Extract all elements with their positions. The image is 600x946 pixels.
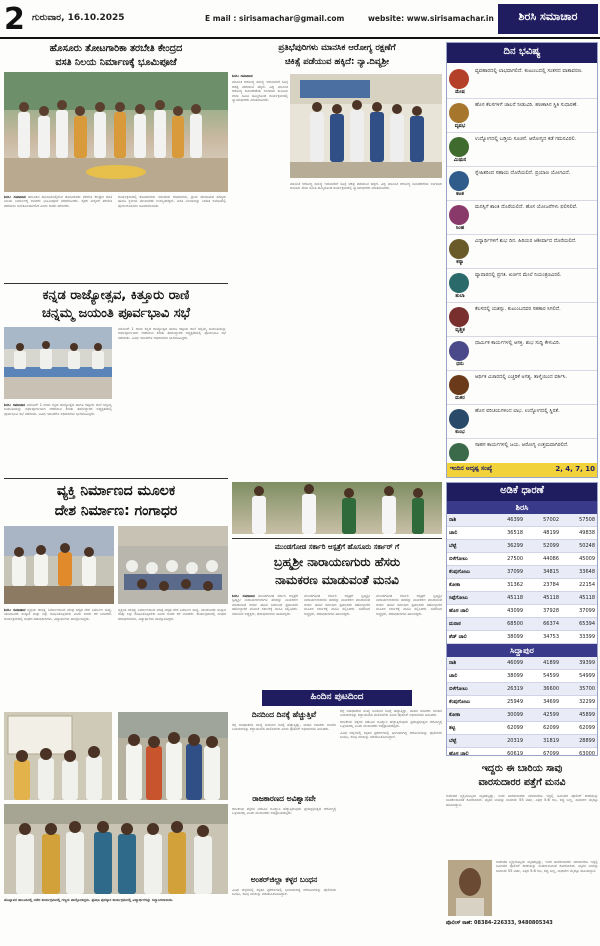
story4-body-col1: [4, 608, 112, 706]
story2-photo: [290, 74, 442, 178]
story2-photo-figures: [290, 74, 442, 178]
story3-body-repeat: ನವೆಂಬರ್ 1 ರಂದು ಕನ್ನಡ ರಾಜ್ಯೋತ್ಸವ ಹಾಗೂ ಕಿತ್ತೂರು ರಾಣಿ ಚನ್ನಮ್ಮ ಜಯಂತಿಯನ್ನು ಅರ್ಥಪೂರ್ಣವಾಗಿ ಆಚರಿಸುವ ಕುರಿತು ತಹಶೀಲ್ದಾರರ ಅಧ್ಯಕ್ಷತೆಯಲ್ಲಿ ಪೂರ್ವಭಾವಿ ಸಭೆ ನಡೆಯಿತು. ವಿವಿಧ ಇಲಾಖೆಗಳ ಅಧಿಕಾರಿಗಳು ಭಾಗವಹಿಸಿದ್ದರು.: [118, 327, 226, 340]
market-price: 26319: [507, 686, 523, 692]
bottom-photo-2-figures: [118, 712, 228, 800]
story1-body-col1: [4, 195, 112, 279]
story5-headline-3: ನಾಮಕರಣ ಮಾಡುವಂತೆ ಮನವಿ: [275, 573, 399, 587]
story4-top-rule: [4, 478, 228, 479]
market-price: 54999: [579, 673, 595, 679]
lucky-number-bar: [447, 463, 597, 477]
zodiac-sign-text: ಹೊಸ ಪರಿಚಯಗಳಿಂದ ಲಾಭ. ಉದ್ಯೋಗದಲ್ಲಿ ಸ್ಥಿರತೆ.: [475, 408, 560, 414]
market-title: ಅಡಿಕೆ ಧಾರಣೆ: [500, 485, 544, 496]
zodiac-sign-icon: [449, 137, 469, 157]
zodiac-sign-text: ವ್ಯವಹಾರದಲ್ಲಿ ಲಾಭವಾಗಲಿದೆ. ಕುಟುಂಬದಲ್ಲಿ ಸಂತಸದ ವಾತಾವರಣ.: [475, 68, 583, 74]
continued-title-1: ದಿನದಿಂದ ದಿನಕ್ಕೆ ಹೆಚ್ಚುತ್ತಿವೆ: [251, 710, 317, 719]
story1-body-b: ಕಾರ್ಯಕ್ರಮದಲ್ಲಿ ತೋಟಗಾರಿಕಾ ಇಲಾಖೆಯ ಅಧಿಕಾರಿಗಳು, ಗ್ರಾಮ ಪಂಚಾಯತ ಸದಸ್ಯರು ಹಾಗೂ ಸ್ಥಳೀಯ ಮುಖಂಡರು ಉಪಸ್ಥಿತರಿದ್ದರು. ವಸತಿ ನಿಲಯವನ್ನು ನಿಗದಿತ ಅವಧಿಯಲ್ಲಿ ಪೂರ್ಣಗೊಳಿಸಲು ಸೂಚಿಸಲಾಯಿತು.: [118, 195, 226, 208]
market-variety: ಚಾಲಿ: [449, 673, 458, 679]
market-variety: ಬಿಳೆಗೋಟು: [449, 556, 468, 562]
bottom-photo-caption: ಹೊನ್ನಾವರ ತಾಲೂಕಿನಲ್ಲಿ ನಡೆದ ಕಾರ್ಯಕ್ರಮದಲ್ಲಿ ಗಣ್ಯರು ಪಾಲ್ಗೊಂಡಿದ್ದರು. ಪ್ರತಿಭಾ ಪುರಸ್ಕಾರ ಕಾರ್ಯಕ್ರಮದಲ್ಲಿ ವಿದ್ಯಾರ್ಥಿಗಳನ್ನು ಸನ್ಮಾನಿಸಲಾಯಿತು.: [4, 898, 174, 902]
email: E mail : sirisamachar@gmail.com: [205, 14, 345, 23]
market-price: 42599: [543, 712, 559, 718]
market-variety: ಹೊಸ ಚಾಲಿ: [449, 751, 469, 755]
story3-body-col1: [4, 403, 112, 473]
story4-body: ವ್ಯಕ್ತಿಯ ಚಾರಿತ್ರ್ಯ ನಿರ್ಮಾಣದಿಂದ ಮಾತ್ರ ಸದೃಢ ದೇಶ ನಿರ್ಮಾಣ ಸಾಧ್ಯ. ಯುವಜನರು ಸಂಸ್ಕಾರ ಮತ್ತು ಶಿಸ್ತು ರೂಢಿಸಿಕೊಳ್ಳಬೇಕು ಎಂದು ಅವರು ಕರೆ ನೀಡಿದರು. ಕಾರ್ಯಕ್ರಮದಲ್ಲಿ ಸಂಘದ ಪದಾಧಿಕಾರಿಗಳು, ವಿದ್ಯಾರ್ಥಿಗಳು ಪಾಲ್ಗೊಂಡಿದ್ದರು.: [4, 608, 112, 621]
market-price: 36600: [543, 686, 559, 692]
story5-body-col2: [304, 594, 370, 688]
market-price: 48199: [543, 530, 559, 536]
zodiac-sign-icon: [449, 341, 469, 361]
horoscope-row: [447, 65, 597, 99]
story4-photo-left-figures: [4, 526, 114, 604]
bottom-photo-3-figures: [4, 804, 228, 894]
story5-headline-1: ಮುಂಡಗೋಡ ಸರ್ಕಾರಿ ಆಸ್ಪತ್ರೆಗೆ ಹೊಸೂರು ಸರ್ಕಾರ್ ಗೆ: [274, 543, 400, 551]
market-row: [447, 618, 597, 631]
market-price: 34815: [543, 569, 559, 575]
story4-headline-1: ವ್ಯಕ್ತಿ ನಿರ್ಮಾಣದ ಮೂಲಕ: [56, 483, 176, 499]
market-row: [447, 592, 597, 605]
zodiac-sign-name: ಮಕರ: [455, 395, 465, 401]
market-price: 20319: [507, 738, 523, 744]
market-variety: ಹೊಸ ಚಾಲಿ: [449, 608, 469, 614]
story5-top-rule: [232, 538, 442, 539]
market-price: 23784: [543, 582, 559, 588]
market-price: 22154: [579, 582, 595, 588]
lucky-number-label: ಇಂದಿನ ಅದೃಷ್ಟ ಸಂಖ್ಯೆ: [450, 465, 493, 472]
story1-headline-2: ವಸತಿ ನಿಲಯ ನಿರ್ಮಾಣಕ್ಕೆ ಭೂಮಿಪೂಜೆ: [55, 57, 177, 68]
horoscope-row: [447, 439, 597, 461]
horoscope-row: [447, 405, 597, 439]
market-price: 62099: [543, 725, 559, 731]
continued-body-1-repeat: ರಸ್ತೆ ಅಪಘಾತಗಳ ಸಂಖ್ಯೆ ದಿನದಿಂದ ದಿನಕ್ಕೆ ಹೆಚ್ಚುತ್ತಿದ್ದು, ವಾಹನ ಸವಾರರು ಸಂಚಾರಿ ನಿಯಮಗಳನ್ನು ಕಡ್ಡಾಯವಾಗಿ ಪಾಲಿಸಬೇಕು ಎಂದು ಪೊಲೀಸ್ ಅಧಿಕಾರಿಗಳು ತಿಳಿಸಿದರು.: [340, 709, 442, 718]
zodiac-sign-name: ಮಿಥುನ: [453, 157, 467, 163]
zodiac-sign-text: ಆರ್ಥಿಕ ವಿಚಾರದಲ್ಲಿ ಎಚ್ಚರಿಕೆ ಅಗತ್ಯ. ತಾಳ್ಮೆಯಿಂದ ವರ್ತಿಸಿ.: [475, 374, 568, 380]
zodiac-sign-name: ಧನು: [456, 361, 464, 367]
market-location-title: ಶಿರಸಿ: [447, 501, 597, 514]
masthead-rule: [0, 37, 600, 39]
horoscope-list: [447, 65, 597, 461]
bottom-left-photos: [4, 712, 228, 942]
zodiac-sign-name: ವೃಷಭ: [454, 123, 466, 129]
zodiac-sign-text: ಸಾಹಸ ಕಾರ್ಯಗಳಲ್ಲಿ ಜಯ. ಆರೋಗ್ಯ ಉತ್ತಮವಾಗಿರಲಿದೆ.: [475, 442, 569, 448]
zodiac-sign-name: ವೃಶ್ಚಿಕ: [455, 327, 465, 333]
market-price: 36518: [507, 530, 523, 536]
story2-byline: ಶಿರಸಿ: ಸಮಾಚಾರ: [232, 74, 253, 78]
market-price: 31819: [543, 738, 559, 744]
lucky-number-values: 2, 4, 7, 10: [555, 465, 595, 473]
market-price: 45118: [579, 595, 595, 601]
market-price: 57002: [543, 517, 559, 523]
market-price: 38099: [507, 673, 523, 679]
horoscope-header: [447, 43, 597, 63]
zodiac-sign-text: ವ್ಯಾಪಾರದಲ್ಲಿ ಪ್ರಗತಿ. ಖರ್ಚಿನ ಮೇಲೆ ನಿಯಂತ್ರಣವಿರಲಿ.: [475, 272, 562, 278]
market-price: 28899: [579, 738, 595, 744]
story3-headline-2: ಚನ್ನಮ್ಮ ಜಯಂತಿ ಪೂರ್ವಭಾವಿ ಸಭೆ: [41, 306, 191, 321]
zodiac-sign-name: ಕನ್ಯಾ: [456, 259, 464, 265]
story4-body-repeat: ವ್ಯಕ್ತಿಯ ಚಾರಿತ್ರ್ಯ ನಿರ್ಮಾಣದಿಂದ ಮಾತ್ರ ಸದೃಢ ದೇಶ ನಿರ್ಮಾಣ ಸಾಧ್ಯ. ಯುವಜನರು ಸಂಸ್ಕಾರ ಮತ್ತು ಶಿಸ್ತು ರೂಢಿಸಿಕೊಳ್ಳಬೇಕು ಎಂದು ಅವರು ಕರೆ ನೀಡಿದರು. ಕಾರ್ಯಕ್ರಮದಲ್ಲಿ ಸಂಘದ ಪದಾಧಿಕಾರಿಗಳು, ವಿದ್ಯಾರ್ಥಿಗಳು ಪಾಲ್ಗೊಂಡಿದ್ದರು.: [118, 608, 226, 621]
market-price: 68500: [507, 621, 523, 627]
market-price: 52099: [543, 543, 559, 549]
market-price: 36299: [507, 543, 523, 549]
story3-body-col2: [118, 327, 226, 473]
missing-notice: [446, 760, 598, 942]
market-price: 38099: [507, 634, 523, 640]
market-row: [447, 657, 597, 670]
zodiac-sign-text: ಉದ್ಯೋಗದಲ್ಲಿ ಬಡ್ತಿಯ ಸೂಚನೆ. ಆರೋಗ್ಯದ ಕಡೆ ಗಮನವಿರಲಿ.: [475, 136, 577, 142]
zodiac-sign-icon: [449, 103, 469, 123]
market-price: 45118: [543, 595, 559, 601]
story4-photo-right-figures: [118, 526, 228, 604]
story-nation-building: [4, 478, 228, 708]
horoscope-row: [447, 371, 597, 405]
zodiac-sign-icon: [449, 239, 469, 259]
market-price: 62099: [507, 725, 523, 731]
market-price: 33648: [579, 569, 595, 575]
market-price: 30099: [507, 712, 523, 718]
market-price: 27500: [507, 556, 523, 562]
market-location-title: ಸಿದ್ದಾಪುರ: [447, 644, 597, 657]
story4-photo-right: [118, 526, 228, 604]
zodiac-sign-icon: [449, 273, 469, 293]
market-price: 45899: [579, 712, 595, 718]
market-price: 31362: [507, 582, 523, 588]
market-price: 62099: [579, 725, 595, 731]
continued-banner: [262, 690, 412, 706]
page-number: 2: [4, 5, 25, 35]
story1-headline-1: ಹೊಸೂರು ತೋಟಗಾರಿಕಾ ತರಬೇತಿ ಕೇಂದ್ರದ: [49, 43, 183, 54]
market-price: 46399: [507, 517, 523, 523]
story5-headline-2: ಬ್ರಹ್ಮಶ್ರೀ ನಾರಾಯಣಗುರು ಹೆಸರು: [273, 555, 401, 569]
market-row: [447, 605, 597, 618]
website: website: www.sirisamachar.in: [368, 14, 494, 23]
market-variety: ಮರಾಠ: [449, 621, 461, 627]
market-price: 34699: [543, 699, 559, 705]
story2-headline-1: ಪ್ರತಿಭೆಪುರಿಗಳು ಮಾನಸಿಕ ಆರೋಗ್ಯ ರಕ್ಷಣೆಗೆ: [278, 43, 396, 53]
market-variety: ಕೋಕಾ: [449, 582, 461, 588]
zodiac-sign-icon: [449, 205, 469, 225]
horoscope-row: [447, 99, 597, 133]
market-variety: ಕೋಕಾ: [449, 712, 461, 718]
story-hospital-naming: [232, 538, 442, 688]
bottom-photo-2: [118, 712, 228, 800]
market-price: 32299: [579, 699, 595, 705]
continued-body-3-repeat: ವಿವಿಧ ಜಿಲ್ಲೆಗಳಲ್ಲಿ ಕಳ್ಳತನ ಪ್ರಕರಣಗಳಲ್ಲಿ ಭಾಗಿಯಾಗಿದ್ದ ಆರೋಪಿಗಳನ್ನು ಪೊಲೀಸರು ಬಂಧಿಸಿ, ಕಳವು ಮಾಲನ್ನು ವಶಪಡಿಸಿಕೊಂಡಿದ್ದಾರೆ.: [340, 730, 442, 740]
story4-photo-left: [4, 526, 114, 604]
horoscope-row: [447, 167, 597, 201]
market-price: 50248: [579, 543, 595, 549]
notice-body-top: ಅಪರಿಚಿತ ವ್ಯಕ್ತಿಯೊಬ್ಬರು ಮೃತಪಟ್ಟಿದ್ದು, ಇವರ ವಾರಸುದಾರರು ಯಾರಾದರೂ ಇದ್ದಲ್ಲಿ ಸಮೀಪದ ಪೊಲೀಸ್ ಠಾಣೆಯನ್ನು ಸಂಪರ್ಕಿಸುವಂತೆ ಕೋರಲಾಗಿದೆ. ಮೃತನ ವಯಸ್ಸು ಸುಮಾರು 55 ವರ್ಷ, ಎತ್ತರ 5.6 ಅಡಿ, ಕಪ್ಪು ಬಣ್ಣ, ಸಾಧಾರಣ ಮೈಕಟ್ಟು ಹೊಂದಿದ್ದಾನೆ.: [446, 794, 598, 807]
zodiac-sign-text: ವಿದ್ಯಾರ್ಥಿಗಳಿಗೆ ಶುಭ ದಿನ. ಹಿರಿಯರ ಆಶೀರ್ವಾದ ದೊರೆಯಲಿದೆ.: [475, 238, 577, 244]
horoscope-row: [447, 235, 597, 269]
continued-body-1: ರಸ್ತೆ ಅಪಘಾತಗಳ ಸಂಖ್ಯೆ ದಿನದಿಂದ ದಿನಕ್ಕೆ ಹೆಚ್ಚುತ್ತಿದ್ದು, ವಾಹನ ಸವಾರರು ಸಂಚಾರಿ ನಿಯಮಗಳನ್ನು ಕಡ್ಡಾಯವಾಗಿ ಪಾಲಿಸಬೇಕು ಎಂದು ಪೊಲೀಸ್ ಅಧಿಕಾರಿಗಳು ತಿಳಿಸಿದರು.: [232, 723, 336, 732]
market-price: 45118: [507, 595, 523, 601]
notice-contact: ಪೊಲೀಸ್ ಠಾಣೆ: 08384-226333, 9480805343: [446, 920, 553, 926]
zodiac-sign-icon: [449, 69, 469, 89]
market-price: 34753: [543, 634, 559, 640]
horoscope-section: [446, 42, 598, 478]
story2-photo-2: [232, 482, 442, 534]
bottom-photo-1: [4, 712, 112, 800]
story5-body: ಮುಂಡಗೋಡ ಸರ್ಕಾರಿ ಆಸ್ಪತ್ರೆಗೆ ಬ್ರಹ್ಮಶ್ರೀ ನಾರಾಯಣಗುರುಗಳ ಹೆಸರನ್ನು ನಾಮಕರಣ ಮಾಡುವಂತೆ ಆರ್ಯ ಈಡಿಗ ಸಮಾಜದ ಪ್ರಮುಖರು ತಹಶೀಲ್ದಾರರ ಮೂಲಕ ಸರ್ಕಾರಕ್ಕೆ ಮನವಿ ಸಲ್ಲಿಸಿದರು. ಸಮಾಜದ ಅಧ್ಯಕ್ಷರು, ಪದಾಧಿಕಾರಿಗಳು ಹಾಜರಿದ್ದರು.: [232, 594, 298, 616]
masthead-title-box: [498, 4, 598, 34]
story2-headline-2: ಚಿಕಿತ್ಸೆ ಪಡೆಯುವ ಹಕ್ಕಿದೆ: ನ್ಯಾ.ದಿವ್ಯಶ್ರೀ: [284, 57, 390, 67]
story-hosur-hostel: [4, 42, 228, 280]
market-variety: ಚಾಲಿ: [449, 530, 458, 536]
bottom-photo-3: [4, 804, 228, 894]
market-price: 43099: [507, 608, 523, 614]
story1-photo: [4, 72, 228, 192]
market-price: 37099: [579, 608, 595, 614]
market-row: [447, 540, 597, 553]
date-line: ಗುರುವಾರ, 16.10.2025: [32, 13, 125, 23]
zodiac-sign-icon: [449, 375, 469, 395]
zodiac-sign-icon: [449, 443, 469, 461]
story4-headline-2: ದೇಶ ನಿರ್ಮಾಣ: ಗಂಗಾಧರ: [54, 503, 178, 519]
notice-photo: [448, 860, 492, 916]
market-row: [447, 696, 597, 709]
zodiac-sign-name: ತುಲಾ: [455, 293, 465, 299]
market-variety: ರಾಶಿ: [449, 660, 457, 666]
zodiac-sign-text: ಕೆಲಸದಲ್ಲಿ ಯಶಸ್ಸು. ಕುಟುಂಬದವರ ಸಹಕಾರ ಸಿಗಲಿದೆ.: [475, 306, 561, 312]
horoscope-row: [447, 201, 597, 235]
continued-body-col2: [340, 709, 442, 942]
newspaper-title: ಶಿರಸಿ ಸಮಾಚಾರ: [518, 10, 578, 23]
market-variety: ಕೆಂಪುಗೋಟು: [449, 569, 471, 575]
story4-byline: ಶಿರಸಿ: ಸಮಾಚಾರ: [4, 608, 26, 612]
market-row: [447, 631, 597, 644]
market-price: 37928: [543, 608, 559, 614]
story3-photo-figures: [4, 327, 112, 399]
notice-photo-face: [448, 860, 492, 916]
bottom-photo-1-figures: [4, 712, 112, 800]
horoscope-title: ದಿನ ಭವಿಷ್ಯ: [503, 46, 541, 57]
zodiac-sign-name: ಮೇಷ: [455, 89, 465, 95]
zodiac-sign-text: ಹೊಸ ಕೆಲಸಗಳಿಗೆ ಚಾಲನೆ ನೀಡುವಿರಿ. ಹಣಕಾಸಿನ ಸ್ಥಿತಿ ಸುಧಾರಣೆ.: [475, 102, 578, 108]
zodiac-sign-text: ಮನಸ್ಸಿಗೆ ಶಾಂತಿ ದೊರೆಯಲಿದೆ. ಹೊಸ ಯೋಜನೆಗಳು ಫಲಿಸಲಿವೆ.: [475, 204, 578, 210]
horoscope-row: [447, 269, 597, 303]
market-variety: ರಾಶಿ: [449, 517, 457, 523]
zodiac-sign-icon: [449, 171, 469, 191]
story-rajyotsava: [4, 283, 228, 473]
story5-body-repeat-2: ಮುಂಡಗೋಡ ಸರ್ಕಾರಿ ಆಸ್ಪತ್ರೆಗೆ ಬ್ರಹ್ಮಶ್ರೀ ನಾರಾಯಣಗುರುಗಳ ಹೆಸರನ್ನು ನಾಮಕರಣ ಮಾಡುವಂತೆ ಆರ್ಯ ಈಡಿಗ ಸಮಾಜದ ಪ್ರಮುಖರು ತಹಶೀಲ್ದಾರರ ಮೂಲಕ ಸರ್ಕಾರಕ್ಕೆ ಮನವಿ ಸಲ್ಲಿಸಿದರು. ಸಮಾಜದ ಅಧ್ಯಕ್ಷರು, ಪದಾಧಿಕಾರಿಗಳು ಹಾಜರಿದ್ದರು.: [376, 594, 442, 616]
story2-body-repeat: ಮಾನಸಿಕ ಆರೋಗ್ಯ ಸಮಸ್ಯೆ ಇರುವವರಿಗೆ ಸೂಕ್ತ ಚಿಕಿತ್ಸೆ ಪಡೆಯುವ ಹಕ್ಕಿದೆ. ವಿಶ್ವ ಮಾನಸಿಕ ಆರೋಗ್ಯ ದಿನಾಚರಣೆಯ ಅಂಗವಾಗಿ ಕಾನೂನು ಸೇವಾ ಸಮಿತಿ ಹಮ್ಮಿಕೊಂಡ ಕಾರ್ಯಕ್ರಮದಲ್ಲಿ ನ್ಯಾಯಾಧೀಶರು ಮಾತನಾಡಿದರು.: [290, 182, 442, 191]
masthead: [0, 0, 600, 40]
story3-headline-1: ಕನ್ನಡ ರಾಜ್ಯೋತ್ಸವ, ಕಿತ್ತೂರು ರಾಣಿ: [42, 288, 190, 303]
zodiac-sign-text: ಸ್ನೇಹಿತರಿಂದ ಸಹಾಯ ದೊರೆಯಲಿದೆ. ಪ್ರಯಾಣ ಯೋಗವಿದೆ.: [475, 170, 571, 176]
market-price: 54599: [543, 673, 559, 679]
zodiac-sign-name: ಕಟಕ: [456, 191, 464, 197]
market-price: 63000: [579, 751, 595, 755]
story3-byline: ಶಿರಸಿ: ಸಮಾಚಾರ: [4, 403, 26, 407]
market-price: 67099: [543, 751, 559, 755]
story2-body-left: [232, 74, 288, 404]
market-variety: ತಟ್ಟಿ: [449, 725, 456, 731]
continued-banner-text: ಹಿಂದಿನ ಪುಟದಿಂದ: [310, 692, 364, 702]
notice-body-side: ಅಪರಿಚಿತ ವ್ಯಕ್ತಿಯೊಬ್ಬರು ಮೃತಪಟ್ಟಿದ್ದು, ಇವರ ವಾರಸುದಾರರು ಯಾರಾದರೂ ಇದ್ದಲ್ಲಿ ಸಮೀಪದ ಪೊಲೀಸ್ ಠಾಣೆಯನ್ನು ಸಂಪರ್ಕಿಸುವಂತೆ ಕೋರಲಾಗಿದೆ. ಮೃತನ ವಯಸ್ಸು ಸುಮಾರು 55 ವರ್ಷ, ಎತ್ತರ 5.6 ಅಡಿ, ಕಪ್ಪು ಬಣ್ಣ, ಸಾಧಾರಣ ಮೈಕಟ್ಟು ಹೊಂದಿದ್ದಾನೆ.: [496, 860, 598, 873]
horoscope-row: [447, 303, 597, 337]
story5-body-col1: [232, 594, 298, 688]
continued-title-2: ರಾಜಕಾರಣದ ಅವಿಶ್ವಾಸವೇ: [252, 794, 316, 803]
market-price: 33399: [579, 634, 595, 640]
story3-top-rule: [4, 283, 228, 284]
story-mental-health: [232, 42, 442, 534]
market-row: [447, 709, 597, 722]
notice-title-2: ವಾರಸುದಾರರ ಪತ್ತೆಗೆ ಮನವಿ: [478, 777, 566, 788]
market-variety: ಬೆಟ್ಟೆ: [449, 738, 457, 744]
market-price: 45009: [579, 556, 595, 562]
market-price: 66374: [543, 621, 559, 627]
market-price: 49838: [579, 530, 595, 536]
market-variety: ಕೆಂಪುಗೋಟು: [449, 699, 471, 705]
market-price: 46099: [507, 660, 523, 666]
story2-photo-2-figures: [232, 482, 442, 534]
story1-photo-figures: [4, 72, 228, 192]
market-header: [447, 483, 597, 501]
market-row: [447, 566, 597, 579]
market-price: 44086: [543, 556, 559, 562]
story1-byline: ಶಿರಸಿ: ಸಮಾಚಾರ: [4, 195, 26, 199]
story4-body-col2: [118, 608, 226, 706]
story3-photo: [4, 327, 112, 399]
zodiac-sign-text: ಧಾರ್ಮಿಕ ಕಾರ್ಯಗಳಲ್ಲಿ ಆಸಕ್ತಿ. ಶುಭ ಸುದ್ದಿ ಕೇಳುವಿರಿ.: [475, 340, 561, 346]
market-variety: ಬಿಳೆಗೋಟು: [449, 686, 468, 692]
market-row: [447, 735, 597, 748]
market-row: [447, 579, 597, 592]
continued-body-2: ರಾಜಕೀಯ ಪಕ್ಷಗಳ ನಡುವಿನ ಅವಿಶ್ವಾಸ ಹೆಚ್ಚುತ್ತಿರುವುದು ಪ್ರಜಾಪ್ರಭುತ್ವದ ಆರೋಗ್ಯಕ್ಕೆ ಒಳ್ಳೆಯದಲ್ಲ ಎಂದು ಮುಖಂಡರು ಅಭಿಪ್ರಾಯಪಟ್ಟರು.: [232, 807, 336, 816]
horoscope-row: [447, 133, 597, 167]
market-price: 25949: [507, 699, 523, 705]
zodiac-sign-icon: [449, 409, 469, 429]
market-row: [447, 553, 597, 566]
story2-body-right: [290, 182, 442, 482]
story5-body-repeat: ಮುಂಡಗೋಡ ಸರ್ಕಾರಿ ಆಸ್ಪತ್ರೆಗೆ ಬ್ರಹ್ಮಶ್ರೀ ನಾರಾಯಣಗುರುಗಳ ಹೆಸರನ್ನು ನಾಮಕರಣ ಮಾಡುವಂತೆ ಆರ್ಯ ಈಡಿಗ ಸಮಾಜದ ಪ್ರಮುಖರು ತಹಶೀಲ್ದಾರರ ಮೂಲಕ ಸರ್ಕಾರಕ್ಕೆ ಮನವಿ ಸಲ್ಲಿಸಿದರು. ಸಮಾಜದ ಅಧ್ಯಕ್ಷರು, ಪದಾಧಿಕಾರಿಗಳು ಹಾಜರಿದ್ದರು.: [304, 594, 370, 616]
market-row: [447, 748, 597, 755]
continued-title-3: ಅಂತರ್‌ಜಿಲ್ಲಾ ಕಳ್ಳರ ಬಂಧನ: [250, 875, 318, 884]
zodiac-sign-name: ಕುಂಭ: [455, 429, 465, 435]
market-price: 37099: [507, 569, 523, 575]
market-row: [447, 514, 597, 527]
story5-byline: ಶಿರಸಿ: ಸಮಾಚಾರ: [232, 594, 255, 598]
market-price: 65394: [579, 621, 595, 627]
zodiac-sign-icon: [449, 307, 469, 327]
market-price: 35700: [579, 686, 595, 692]
story1-body-a: ತಾಲೂಕಿನ ಹೊಸೂರಿನಲ್ಲಿರುವ ತೋಟಗಾರಿಕಾ ತರಬೇತಿ ಕೇಂದ್ರದ ವಸತಿ ನಿಲಯ ನಿರ್ಮಾಣಕ್ಕೆ ಶಾಸಕರು ಭೂಮಿಪೂಜೆ ನೆರವೇರಿಸಿದರು. ರೈತರ ಮಕ್ಕಳಿಗೆ ತರಬೇತಿ ಪಡೆಯಲು ಅನುಕೂಲವಾಗಲಿದೆ ಎಂದು ಅವರು ಹೇಳಿದರು.: [4, 195, 112, 208]
continued-body-3: ವಿವಿಧ ಜಿಲ್ಲೆಗಳಲ್ಲಿ ಕಳ್ಳತನ ಪ್ರಕರಣಗಳಲ್ಲಿ ಭಾಗಿಯಾಗಿದ್ದ ಆರೋಪಿಗಳನ್ನು ಪೊಲೀಸರು ಬಂಧಿಸಿ, ಕಳವು ಮಾಲನ್ನು ವಶಪಡಿಸಿಕೊಂಡಿದ್ದಾರೆ.: [232, 888, 336, 897]
market-row: [447, 670, 597, 683]
market-price: 39399: [579, 660, 595, 666]
horoscope-row: [447, 337, 597, 371]
notice-title-1: ಇದ್ದರು ಈ ಬಾರಿಯ ಸಾವು: [481, 763, 563, 774]
story1-body-col2: [118, 195, 226, 279]
market-variety: ಸಿಪ್ಪೆಗೋಟು: [449, 595, 468, 601]
market-row: [447, 722, 597, 735]
story2-body: ಮಾನಸಿಕ ಆರೋಗ್ಯ ಸಮಸ್ಯೆ ಇರುವವರಿಗೆ ಸೂಕ್ತ ಚಿಕಿತ್ಸೆ ಪಡೆಯುವ ಹಕ್ಕಿದೆ. ವಿಶ್ವ ಮಾನಸಿಕ ಆರೋಗ್ಯ ದಿನಾಚರಣೆಯ ಅಂಗವಾಗಿ ಕಾನೂನು ಸೇವಾ ಸಮಿತಿ ಹಮ್ಮಿಕೊಂಡ ಕಾರ್ಯಕ್ರಮದಲ್ಲಿ ನ್ಯಾಯಾಧೀಶರು ಮಾತನಾಡಿದರು.: [232, 80, 288, 103]
zodiac-sign-name: ಸಿಂಹ: [455, 225, 465, 231]
continued-section: [232, 690, 442, 942]
market-price: 57508: [579, 517, 595, 523]
market-section: [446, 482, 598, 756]
market-tables: [447, 501, 597, 755]
story3-body: ನವೆಂಬರ್ 1 ರಂದು ಕನ್ನಡ ರಾಜ್ಯೋತ್ಸವ ಹಾಗೂ ಕಿತ್ತೂರು ರಾಣಿ ಚನ್ನಮ್ಮ ಜಯಂತಿಯನ್ನು ಅರ್ಥಪೂರ್ಣವಾಗಿ ಆಚರಿಸುವ ಕುರಿತು ತಹಶೀಲ್ದಾರರ ಅಧ್ಯಕ್ಷತೆಯಲ್ಲಿ ಪೂರ್ವಭಾವಿ ಸಭೆ ನಡೆಯಿತು. ವಿವಿಧ ಇಲಾಖೆಗಳ ಅಧಿಕಾರಿಗಳು ಭಾಗವಹಿಸಿದ್ದರು.: [4, 403, 112, 416]
story5-body-col3: [376, 594, 442, 688]
market-row: [447, 683, 597, 696]
market-variety: ಶೆಡ್ ಚಾಲಿ: [449, 634, 467, 640]
market-price: 41899: [543, 660, 559, 666]
market-row: [447, 527, 597, 540]
market-variety: ಬೆಟ್ಟೆ: [449, 543, 457, 549]
market-price: 60619: [507, 751, 523, 755]
continued-body-2-repeat: ರಾಜಕೀಯ ಪಕ್ಷಗಳ ನಡುವಿನ ಅವಿಶ್ವಾಸ ಹೆಚ್ಚುತ್ತಿರುವುದು ಪ್ರಜಾಪ್ರಭುತ್ವದ ಆರೋಗ್ಯಕ್ಕೆ ಒಳ್ಳೆಯದಲ್ಲ ಎಂದು ಮುಖಂಡರು ಅಭಿಪ್ರಾಯಪಟ್ಟರು.: [340, 719, 442, 729]
